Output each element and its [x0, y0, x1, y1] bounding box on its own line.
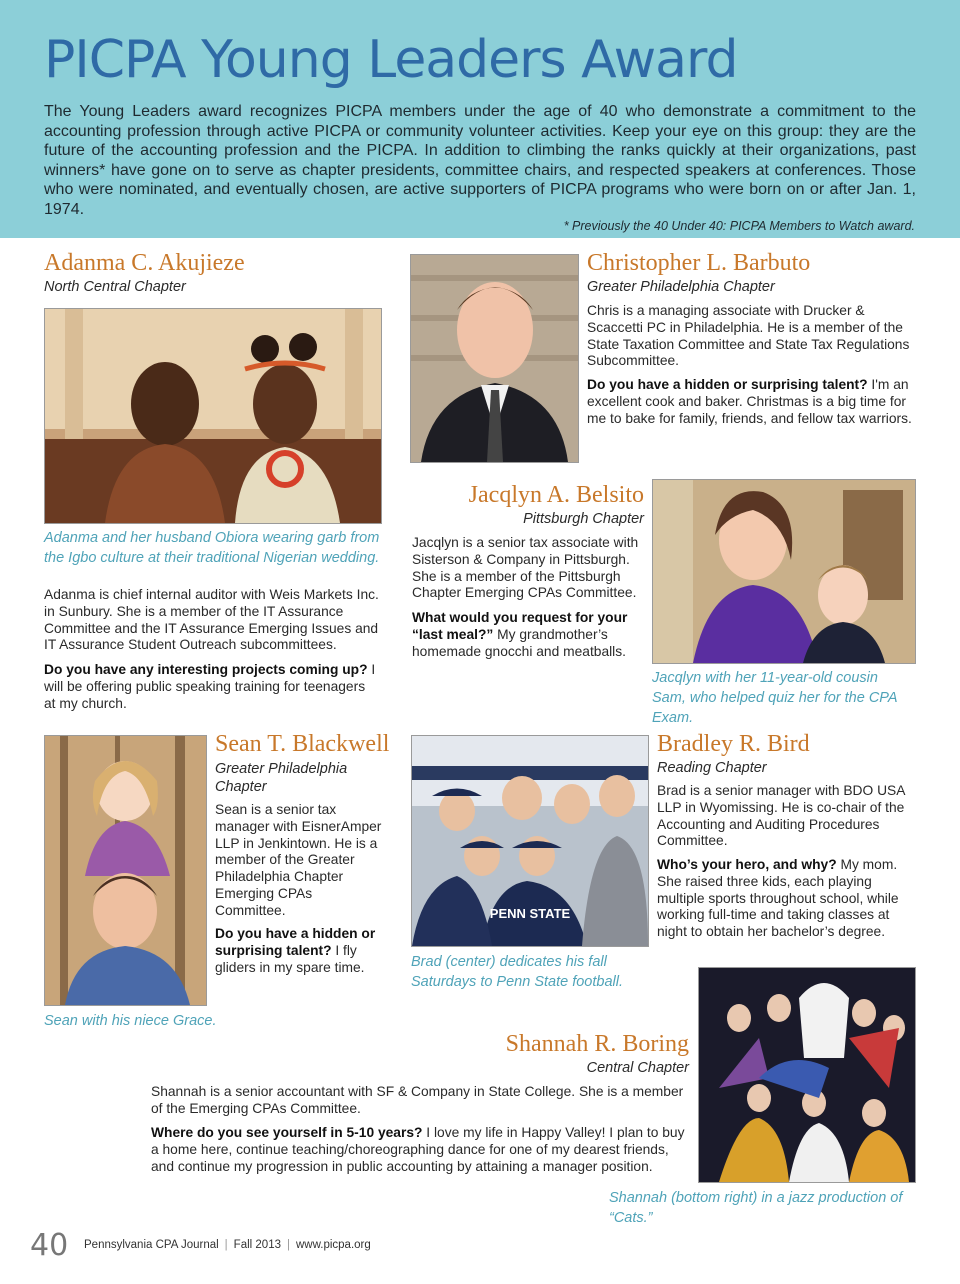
answer-barbuto: I'm an excellent cook and baker. Christmas is a big time for me to bake for family, friends, and fellow tax warriors.	[587, 377, 912, 426]
bio-blackwell: Sean is a senior tax manager with EisnerAmper LLP in Jenkintown. He is a member of the Greater Philadelphia Chapter Emerging CPAs Committee.	[215, 802, 382, 918]
bio-bird: Brad is a senior manager with BDO USA LLP in Wyomissing. He is co-chair of the Accounting and Auditing Procedures Committee.	[657, 783, 905, 849]
footer-url[interactable]: www.picpa.org	[295, 1239, 371, 1251]
answer-boring: I love my life in Happy Valley! I plan to buy a home here, continue teaching/choreographing dance for one of my dearest friends, and continue my progression in public accounting by attaining a manager position.	[151, 1125, 685, 1174]
question-bird: Who’s your hero, and why?	[657, 857, 837, 872]
page-title: PICPA Young Leaders Award	[44, 30, 738, 90]
bio-belsito: Jacqlyn is a senior tax associate with Sisterson & Company in Pittsburgh. She is a member of the Pittsburgh Chapter Emerging CPAs Committee.	[412, 535, 639, 601]
cats-production-photo	[698, 967, 916, 1183]
cousin-photo	[652, 479, 916, 664]
award-footnote: * Previously the 40 Under 40: PICPA Members to Watch award.	[563, 219, 915, 233]
qa-bird	[657, 857, 915, 941]
caption-bird: Brad (center) dedicates his fall Saturdays to Penn State football.	[411, 954, 623, 990]
bio-akujieze: Adanma is chief internal auditor with Weis Markets Inc. in Sunbury. She is a member of the IT Assurance Committee and the IT Assurance Emerging Issues and IT Assurance Student Outreach subcommittees.	[44, 587, 379, 653]
profile-name-boring: Shannah R. Boring	[505, 1031, 689, 1057]
bio-boring: Shannah is a senior accountant with SF & Company in State College. She is a member of the Emerging CPAs Committee.	[151, 1084, 684, 1116]
profile-chapter-bird: Reading Chapter	[657, 760, 767, 776]
penn-state-shirt-text: PENN STATE	[489, 906, 571, 921]
question-boring: Where do you see yourself in 5-10 years?	[151, 1125, 423, 1140]
headshot-photo	[410, 254, 579, 463]
footer-publication-line	[84, 1239, 371, 1251]
profile-name-barbuto: Christopher L. Barbuto	[587, 250, 811, 276]
caption-belsito: Jacqlyn with her 11-year-old cousin Sam, who helped quiz her for the CPA Exam.	[652, 670, 898, 726]
caption-akujieze: Adanma and her husband Obiora wearing garb from the Igbo culture at their traditional Nigerian wedding.	[44, 530, 380, 566]
footer-separator: |	[224, 1239, 228, 1251]
bio-barbuto: Chris is a managing associate with Drucker & Scaccetti PC in Philadelphia. He is a member of the State Taxation Committee and State Tax Regulations Subcommittee.	[587, 303, 910, 369]
answer-blackwell: I fly gliders in my spare time.	[215, 942, 365, 975]
qa-blackwell	[215, 926, 385, 976]
question-belsito: What would you request for your “last meal?”	[412, 610, 628, 642]
qa-barbuto	[587, 377, 915, 427]
profile-name-blackwell: Sean T. Blackwell	[215, 731, 390, 757]
question-barbuto: Do you have a hidden or surprising talent?	[587, 377, 868, 392]
wedding-photo	[44, 308, 382, 524]
caption-blackwell: Sean with his niece Grace.	[44, 1013, 217, 1029]
intro-paragraph: The Young Leaders award recognizes PICPA members under the age of 40 who demonstrate a commitment to the accounting profession through active PICPA or community volunteer activities. Keep your eye on this group: they are the future of the accounting profession and the PICPA. In addition to climbing the ranks quickly at their organizations, past winners* have gone on to serve as chapter presidents, committee chairs, and respected speakers at conferences. Those who were nominated, and eventually chosen, are active supporters of PICPA programs who were born on or after Jan. 1, 1974.	[44, 103, 916, 218]
profile-chapter-boring: Central Chapter	[586, 1060, 689, 1076]
answer-akujieze: I will be offering public speaking training for teenagers at my church.	[44, 662, 376, 711]
caption-boring: Shannah (bottom right) in a jazz production of “Cats.”	[609, 1190, 903, 1226]
question-blackwell: Do you have a hidden or surprising talent?	[215, 926, 376, 958]
profile-name-akujieze: Adanma C. Akujieze	[44, 250, 245, 276]
footer-publication: Pennsylvania CPA Journal	[84, 1239, 219, 1251]
qa-boring	[151, 1125, 689, 1175]
profile-chapter-blackwell: Greater Philadelphia Chapter	[215, 761, 348, 795]
profile-chapter-belsito: Pittsburgh Chapter	[523, 511, 644, 527]
qa-belsito	[412, 610, 646, 660]
answer-bird: My mom. She raised three kids, each playing multiple sports throughout school, while working full-time and taking classes at night to obtain her bachelor’s degree.	[657, 857, 899, 940]
profile-name-belsito: Jacqlyn A. Belsito	[468, 482, 644, 508]
answer-belsito: My grandmother’s homemade gnocchi and meatballs.	[412, 626, 626, 659]
niece-photo	[44, 735, 207, 1006]
footer-issue: Fall 2013	[233, 1239, 281, 1251]
profile-chapter-barbuto: Greater Philadelphia Chapter	[587, 279, 775, 295]
question-akujieze: Do you have any interesting projects coming up?	[44, 662, 368, 677]
profile-chapter-akujieze: North Central Chapter	[44, 279, 186, 295]
profile-name-bird: Bradley R. Bird	[657, 731, 810, 757]
footer-separator: |	[286, 1239, 290, 1251]
qa-akujieze	[44, 662, 380, 712]
page-number: 40	[30, 1228, 69, 1263]
football-photo	[411, 735, 649, 947]
